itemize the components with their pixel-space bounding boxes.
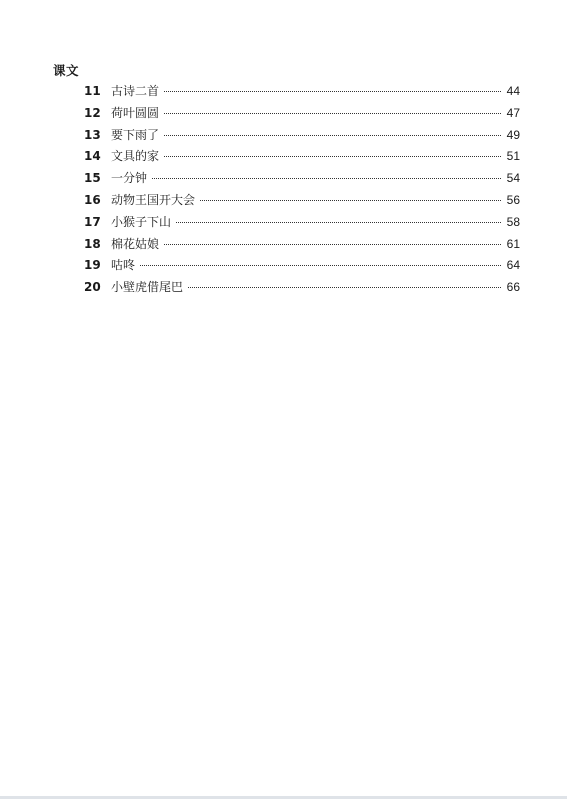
toc-entry-14[interactable] — [84, 148, 520, 170]
dot-leader — [164, 135, 501, 136]
lesson-title: 棉花姑娘 — [111, 236, 160, 251]
lesson-number: 18 — [84, 236, 101, 251]
dot-leader — [176, 222, 501, 223]
lesson-number: 17 — [84, 214, 101, 229]
lesson-title: 要下雨了 — [111, 127, 160, 142]
page-number: 44 — [506, 84, 520, 98]
dot-leader — [164, 91, 501, 92]
lesson-number: 11 — [84, 84, 101, 98]
page-number: 58 — [506, 214, 520, 229]
page-number: 51 — [506, 149, 520, 164]
dot-leader — [164, 244, 501, 245]
lesson-title: 咕咚 — [111, 258, 136, 273]
dot-leader — [140, 265, 501, 266]
page-number: 64 — [506, 258, 520, 273]
toc-entry-18[interactable] — [84, 236, 520, 258]
dot-leader — [188, 287, 501, 288]
lesson-title: 小猴子下山 — [111, 214, 172, 229]
lesson-number: 20 — [84, 280, 101, 295]
dot-leader — [152, 178, 501, 179]
lesson-number: 15 — [84, 171, 101, 186]
toc-entry-12[interactable] — [84, 105, 520, 127]
lesson-number: 12 — [84, 105, 101, 120]
lesson-title: 动物王国开大会 — [111, 192, 196, 207]
lesson-title: 一分钟 — [111, 171, 148, 186]
dot-leader — [164, 113, 501, 114]
dot-leader — [164, 156, 501, 157]
lesson-number: 16 — [84, 192, 101, 207]
section-title: 课文 — [53, 63, 80, 78]
toc-entry-15[interactable] — [84, 170, 520, 192]
page-number: 47 — [506, 105, 520, 120]
page-number: 49 — [506, 127, 520, 142]
lesson-number: 19 — [84, 258, 101, 273]
toc-entry-17[interactable] — [84, 214, 520, 236]
lesson-number: 13 — [84, 127, 101, 142]
toc-entry-11[interactable] — [84, 83, 520, 105]
page-number: 66 — [506, 280, 520, 295]
lesson-number: 14 — [84, 149, 101, 164]
page-number: 54 — [506, 171, 520, 186]
toc-entry-16[interactable] — [84, 192, 520, 214]
dot-leader — [200, 200, 501, 201]
lesson-title: 古诗二首 — [111, 84, 160, 98]
lesson-title: 文具的家 — [111, 149, 160, 164]
lesson-title: 小壁虎借尾巴 — [111, 280, 184, 295]
page-number: 61 — [506, 236, 520, 251]
toc-entry-20[interactable] — [84, 279, 520, 301]
toc-entry-19[interactable] — [84, 257, 520, 279]
page-number: 56 — [506, 192, 520, 207]
table-of-contents — [84, 83, 520, 301]
toc-entry-13[interactable] — [84, 127, 520, 149]
lesson-title: 荷叶圆圆 — [111, 105, 160, 120]
